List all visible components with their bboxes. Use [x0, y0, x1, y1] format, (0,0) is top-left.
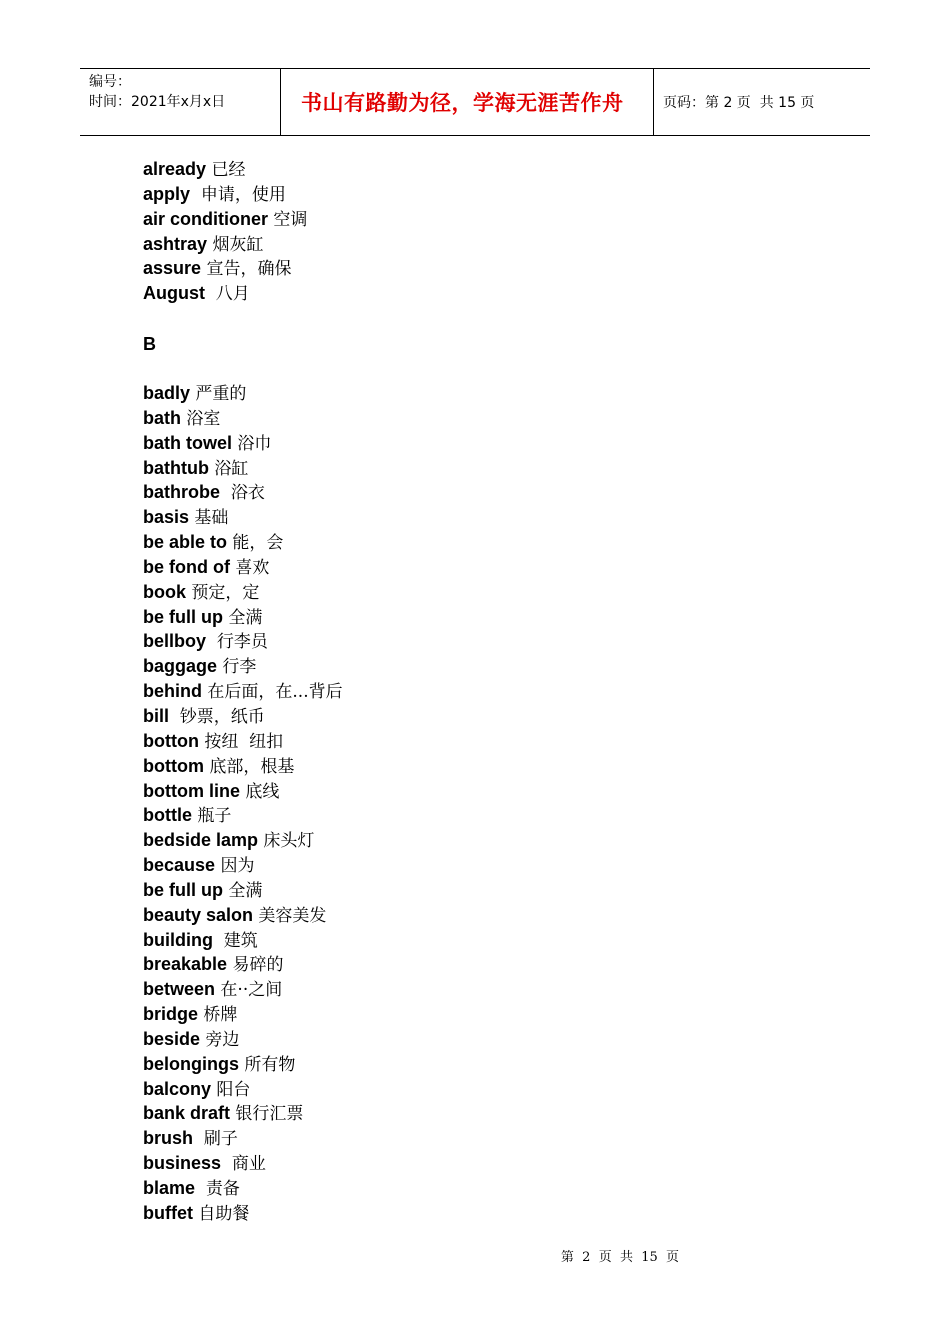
- vocab-english: bill: [143, 705, 169, 726]
- vocab-english: be full up: [143, 606, 223, 627]
- vocab-entry: [143, 1077, 343, 1102]
- vocab-chinese: 行李: [217, 657, 257, 678]
- vocab-english: air conditioner: [143, 208, 269, 229]
- vocab-entry: [143, 1052, 343, 1077]
- vocab-english: assure: [143, 258, 202, 279]
- vocab-chinese: 自助餐: [192, 1203, 250, 1224]
- vocab-english: blame: [143, 1178, 196, 1198]
- vocab-english: buffet: [143, 1202, 193, 1223]
- word-list-a: [143, 157, 307, 306]
- vocab-entry: [143, 456, 343, 481]
- vocab-entry: [143, 828, 343, 853]
- vocab-entry: [143, 232, 307, 257]
- vocab-entry: [143, 1151, 343, 1176]
- vocab-entry: [143, 182, 307, 207]
- vocab-chinese: 已经: [206, 160, 246, 180]
- vocab-chinese: 建筑: [212, 930, 258, 951]
- vocab-english: bottle: [143, 805, 192, 826]
- vocab-chinese: 刷子: [193, 1129, 238, 1150]
- vocab-entry: [143, 1101, 343, 1126]
- vocab-entry: [143, 480, 343, 505]
- vocab-english: be full up: [143, 879, 223, 900]
- vocab-chinese: 全满: [223, 880, 263, 901]
- vocab-chinese: 行李员: [206, 632, 268, 653]
- vocab-entry: [143, 729, 343, 754]
- vocab-english: be fond of: [143, 556, 230, 577]
- vocab-english: book: [143, 581, 186, 602]
- vocab-entry: [143, 878, 343, 903]
- vocab-entry: [143, 1201, 343, 1226]
- vocab-chinese: 桥牌: [198, 1005, 238, 1026]
- word-list-b: [143, 381, 343, 1226]
- vocab-chinese: 基础: [189, 508, 229, 529]
- vocab-chinese: 床头灯: [258, 831, 315, 852]
- vocab-entry: [143, 654, 343, 679]
- page-footer: 第 2 页 共 15 页: [560, 1250, 680, 1265]
- vocab-entry: [143, 530, 343, 555]
- vocab-entry: [143, 431, 343, 456]
- vocab-chinese: 钞票，纸币: [169, 706, 265, 727]
- vocab-entry: [143, 157, 307, 182]
- time-label: 时间：2021年x月x日: [89, 94, 226, 110]
- page-info: 页码：第 2 页 共 15 页: [663, 95, 815, 111]
- vocab-entry: [143, 207, 307, 232]
- page-header: [80, 68, 870, 136]
- vocab-chinese: 浴缸: [208, 458, 249, 479]
- vocab-english: August: [143, 283, 205, 304]
- vocab-entry: [143, 803, 343, 828]
- vocab-entry: [143, 977, 343, 1002]
- vocab-english: apply: [143, 183, 191, 204]
- vocab-chinese: 预定，定: [186, 582, 260, 603]
- header-motto-cell: [281, 69, 654, 135]
- vocab-english: bellboy: [143, 631, 207, 652]
- vocab-chinese: 按纽 纽扣: [198, 731, 284, 752]
- vocab-chinese: 底部，根基: [203, 756, 295, 777]
- vocab-chinese: 烟灰缸: [207, 234, 264, 255]
- vocab-english: between: [143, 979, 216, 1000]
- vocab-english: behind: [143, 681, 202, 702]
- vocab-chinese: 浴巾: [232, 433, 272, 454]
- vocab-english: beauty salon: [143, 904, 254, 925]
- code-label: 编号：: [89, 74, 131, 90]
- vocab-entry: [143, 281, 307, 306]
- vocab-entry: [143, 1176, 343, 1201]
- vocab-chinese: 责备: [195, 1179, 240, 1199]
- vocab-entry: [143, 679, 343, 704]
- vocab-english: badly: [143, 383, 191, 403]
- vocab-entry: [143, 555, 343, 580]
- vocab-english: bottom: [143, 755, 204, 776]
- vocab-english: be able to: [143, 532, 228, 553]
- vocab-english: bath towel: [143, 432, 232, 453]
- vocab-chinese: 在后面，在...背后: [202, 682, 343, 703]
- vocab-english: bottom line: [143, 780, 240, 801]
- vocab-chinese: 宣告，确保: [201, 259, 292, 280]
- vocab-english: botton: [143, 730, 199, 751]
- vocab-english: ashtray: [143, 233, 208, 254]
- vocab-chinese: 旁边: [200, 1029, 240, 1050]
- vocab-english: breakable: [143, 954, 228, 975]
- vocab-english: balcony: [143, 1078, 212, 1099]
- vocab-entry: [143, 779, 343, 804]
- vocab-chinese: 能，会: [227, 533, 284, 554]
- header-meta-cell: [80, 69, 281, 135]
- vocab-english: basis: [143, 507, 190, 528]
- vocab-chinese: 在··之间: [215, 980, 283, 1001]
- vocab-entry: [143, 605, 343, 630]
- vocab-entry: [143, 952, 343, 977]
- vocab-chinese: 瓶子: [192, 806, 232, 827]
- vocab-chinese: 空调: [268, 209, 308, 230]
- header-page-cell: [654, 69, 870, 135]
- vocab-chinese: 易碎的: [227, 955, 284, 976]
- vocab-entry: [143, 505, 343, 530]
- vocab-entry: [143, 381, 343, 406]
- vocab-entry: [143, 853, 343, 878]
- vocab-english: brush: [143, 1128, 194, 1149]
- vocab-entry: [143, 1002, 343, 1027]
- vocab-entry: [143, 1126, 343, 1151]
- vocab-english: belongings: [143, 1053, 239, 1074]
- vocab-chinese: 严重的: [190, 384, 247, 404]
- vocab-chinese: 浴室: [181, 408, 221, 429]
- vocab-chinese: 银行汇票: [230, 1104, 304, 1125]
- vocab-english: bathrobe: [143, 482, 221, 503]
- vocab-english: building: [143, 929, 213, 950]
- vocab-english: because: [143, 855, 216, 876]
- vocab-entry: [143, 903, 343, 928]
- vocab-chinese: 所有物: [239, 1054, 296, 1075]
- vocab-english: bridge: [143, 1004, 199, 1025]
- vocab-entry: [143, 406, 343, 431]
- vocab-chinese: 底线: [240, 781, 280, 802]
- vocab-entry: [143, 256, 307, 281]
- vocab-english: already: [143, 159, 207, 179]
- vocab-chinese: 喜欢: [229, 557, 270, 578]
- vocab-english: baggage: [143, 656, 218, 677]
- vocab-entry: [143, 1027, 343, 1052]
- vocab-english: bath: [143, 407, 181, 428]
- vocab-english: business: [143, 1153, 222, 1174]
- vocab-chinese: 全满: [223, 607, 263, 628]
- vocab-chinese: 八月: [205, 284, 250, 305]
- vocab-english: bank draft: [143, 1103, 231, 1124]
- section-heading-b: B: [143, 334, 156, 354]
- vocab-chinese: 因为: [215, 856, 255, 877]
- vocab-chinese: 美容美发: [253, 905, 327, 926]
- vocab-chinese: 申请，使用: [190, 184, 286, 205]
- vocab-entry: [143, 928, 343, 953]
- vocab-english: beside: [143, 1028, 201, 1049]
- vocab-entry: [143, 580, 343, 605]
- vocab-chinese: 阳台: [211, 1079, 251, 1100]
- motto-text: 书山有路勤为径，学海无涯苦作舟: [301, 91, 624, 115]
- vocab-entry: [143, 629, 343, 654]
- vocab-chinese: 商业: [221, 1154, 266, 1175]
- vocab-entry: [143, 704, 343, 729]
- vocab-english: bathtub: [143, 457, 209, 478]
- vocab-entry: [143, 754, 343, 779]
- vocab-english: bedside lamp: [143, 830, 259, 851]
- vocab-chinese: 浴衣: [220, 483, 265, 504]
